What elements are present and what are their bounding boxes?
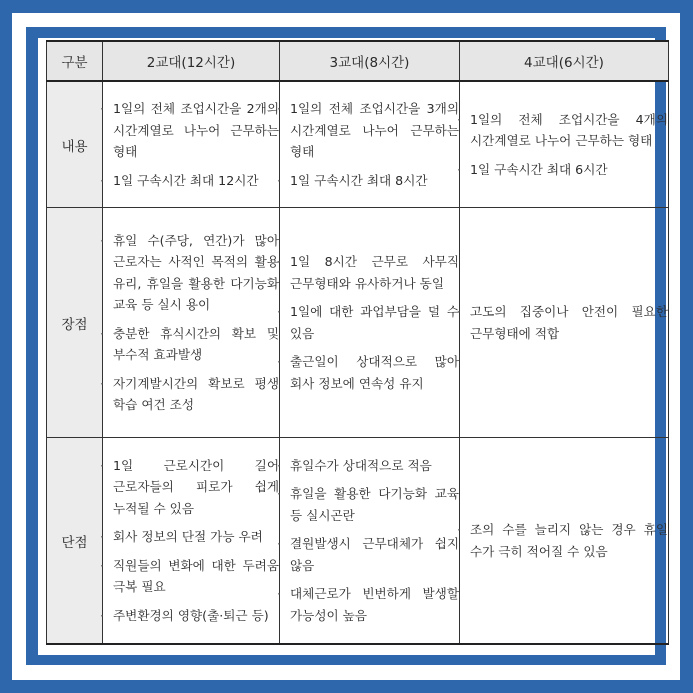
list-item: · 고도의 집중이나 안전이 필요한 근무형태에 적합	[460, 301, 668, 344]
list-item: · 대체근로가 빈번하게 발생할 가능성이 높음	[280, 583, 459, 626]
list-item: · 회사 정보의 단절 가능 우려	[103, 526, 279, 548]
table-row	[47, 438, 669, 645]
list-item: · 휴일 수(주당, 연간)가 많아 근로자는 사적인 목적의 활용 유리, 휴일을 활용한 다기능화 교육 등 실시 용이	[103, 230, 279, 316]
list-item: · 휴일수가 상대적으로 적음	[280, 455, 459, 477]
list-item: · 1일의 전체 조업시간을 4개의 시간계열로 나누어 근무하는 형태	[460, 109, 668, 152]
list-item: · 1일의 전체 조업시간을 3개의 시간계열로 나누어 근무하는 형태	[280, 98, 459, 163]
cell-disadvantages-2shift	[103, 438, 280, 645]
cell-advantages-2shift	[103, 208, 280, 438]
table-row	[47, 208, 669, 438]
table-row	[47, 81, 669, 208]
shift-comparison-table	[46, 40, 669, 645]
row-label-advantages: 장점	[47, 208, 103, 438]
list-item: · 주변환경의 영향(출·퇴근 등)	[103, 605, 279, 627]
list-item: · 자기계발시간의 확보로 평생 학습 여건 조성	[103, 373, 279, 416]
list-item: · 1일 근로시간이 길어 근로자들의 피로가 쉽게 누적될 수 있음	[103, 455, 279, 520]
list-item: · 1일에 대한 과업부담을 덜 수 있음	[280, 301, 459, 344]
list-item: · 충분한 휴식시간의 확보 및 부수적 효과발생	[103, 323, 279, 366]
cell-advantages-3shift	[280, 208, 460, 438]
list-item: · 1일 8시간 근무로 사무직 근무형태와 유사하거나 동일	[280, 251, 459, 294]
header-2shift: 2교대(12시간)	[103, 41, 280, 81]
cell-disadvantages-3shift	[280, 438, 460, 645]
list-item: · 출근일이 상대적으로 많아 회사 정보에 연속성 유지	[280, 351, 459, 394]
header-3shift: 3교대(8시간)	[280, 41, 460, 81]
list-item: · 직원들의 변화에 대한 두려움 극복 필요	[103, 555, 279, 598]
header-category: 구분	[47, 41, 103, 81]
row-label-disadvantages: 단점	[47, 438, 103, 645]
list-item: · 조의 수를 늘리지 않는 경우 휴일 수가 극히 적어질 수 있음	[460, 519, 668, 562]
cell-content-2shift	[103, 81, 280, 208]
list-item: · 결원발생시 근무대체가 쉽지 않음	[280, 533, 459, 576]
list-item: · 1일 구속시간 최대 6시간	[460, 159, 668, 181]
row-label-content: 내용	[47, 81, 103, 208]
header-row	[47, 41, 669, 81]
cell-advantages-4shift	[460, 208, 669, 438]
list-item: · 1일 구속시간 최대 8시간	[280, 170, 459, 192]
header-4shift: 4교대(6시간)	[460, 41, 669, 81]
cell-content-3shift	[280, 81, 460, 208]
list-item: · 1일의 전체 조업시간을 2개의 시간계열로 나누어 근무하는 형태	[103, 98, 279, 163]
cell-content-4shift	[460, 81, 669, 208]
list-item: · 휴일을 활용한 다기능화 교육 등 실시곤란	[280, 483, 459, 526]
list-item: · 1일 구속시간 최대 12시간	[103, 170, 279, 192]
cell-disadvantages-4shift	[460, 438, 669, 645]
